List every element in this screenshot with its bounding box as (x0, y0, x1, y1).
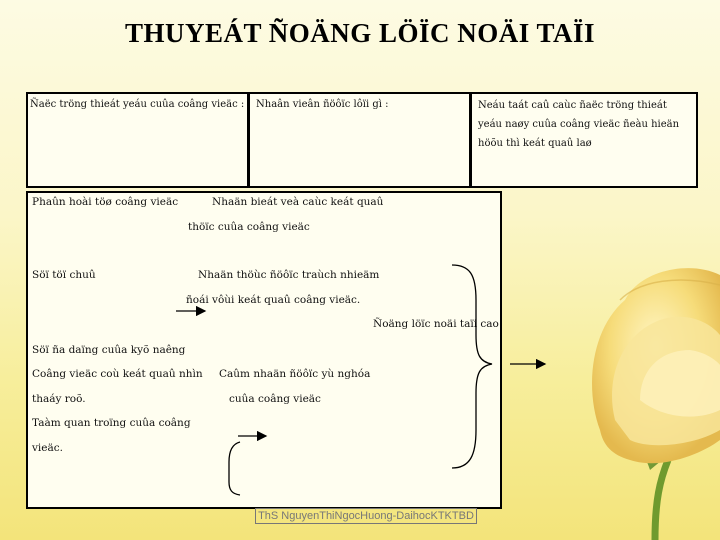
trait-task-identity-2: thaáy roõ. (32, 393, 86, 405)
right-brace (452, 265, 492, 468)
benefit-knowledge-of-results-2: thöïc cuûa coâng vieäc (188, 221, 310, 233)
benefit-meaningfulness-2: cuûa coâng vieäc (229, 393, 321, 405)
header-essential-traits: Ñaëc tröng thieát yeáu cuûa coâng vieäc : (30, 99, 245, 110)
trait-skill-variety: Söï ña daïng cuûa kyõ naêng (32, 344, 186, 356)
left-bracket (229, 442, 240, 495)
benefit-knowledge-of-results-1: Nhaän bieát veà caùc keát quaû (212, 196, 384, 208)
result-high-intrinsic-motivation: Ñoäng löïc noäi taïi cao (373, 318, 499, 330)
benefit-responsibility-2: ñoái vôùi keát quaû coâng vieäc. (186, 294, 361, 306)
trait-task-identity-1: Coâng vieäc coù keát quaû nhìn (32, 368, 203, 380)
trait-task-significance-1: Taàm quan troïng cuûa coâng (32, 417, 191, 429)
footer-author: ThS NguyenThiNgocHuong-DaihocKTKTBD (255, 508, 477, 524)
slide-title: THUYEÁT ÑOÄNG LÖÏC NOÄI TAÏI (124, 18, 596, 48)
header-employee-benefits: Nhaân vieân ñöôïc lôïi gì : (256, 99, 389, 110)
trait-feedback: Phaûn hoài töø coâng vieäc (32, 196, 179, 208)
header-result-condition: Neáu taát caû caùc ñaëc tröng thieát yeáu naøy cuûa coâng vieäc ñeàu hieän höõu thì keát quaû laø (478, 100, 680, 149)
trait-autonomy: Söï töï chuû (32, 269, 96, 281)
benefit-meaningfulness-1: Caûm nhaän ñöôïc yù nghóa (219, 368, 371, 380)
benefit-responsibility-1: Nhaän thöùc ñöôïc traùch nhieäm (198, 269, 380, 281)
trait-task-significance-2: vieäc. (32, 442, 63, 454)
